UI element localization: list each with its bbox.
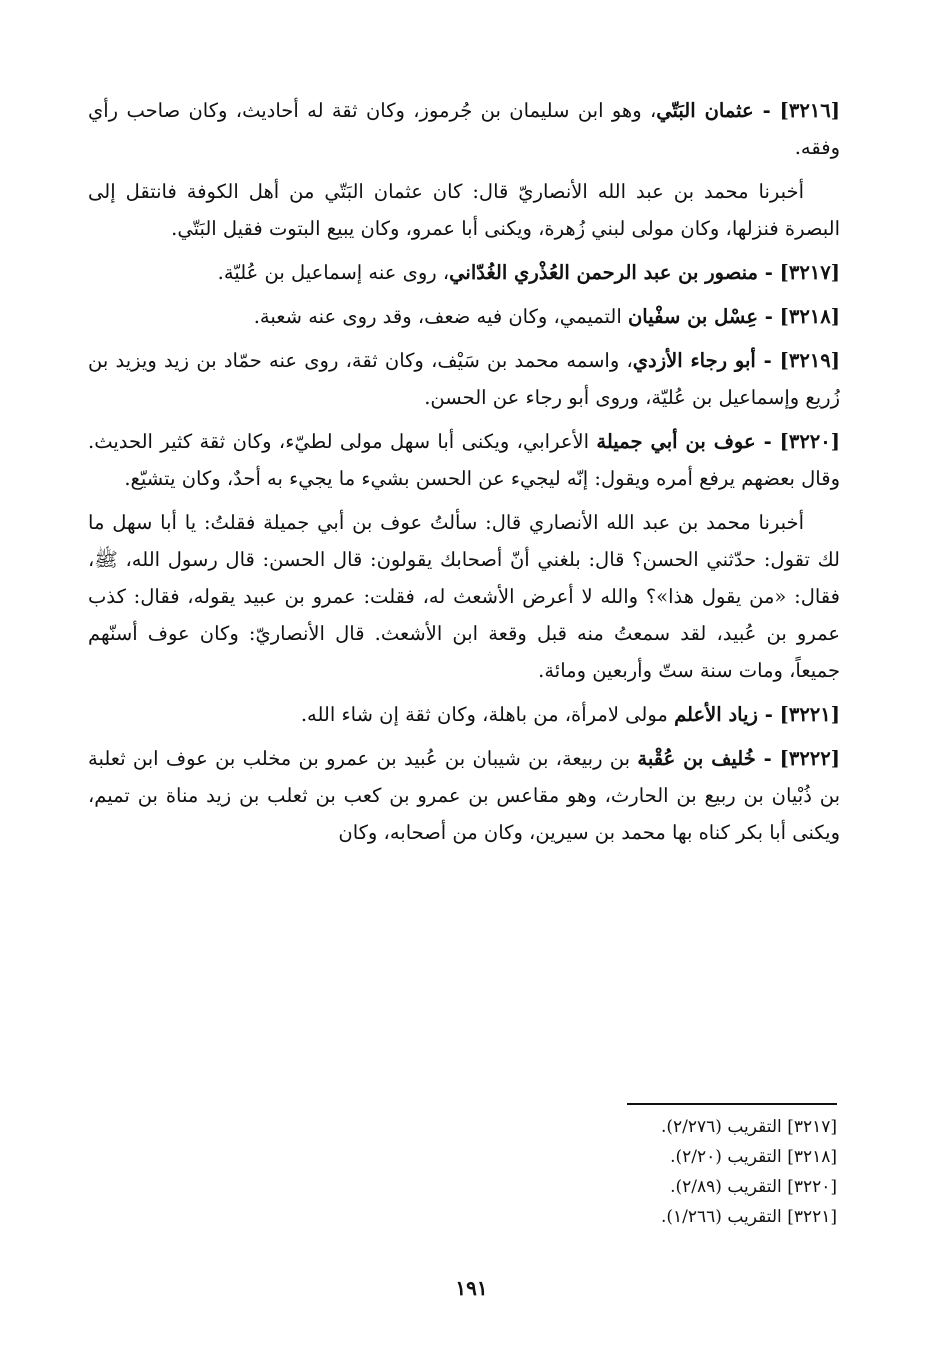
entry-number: [٣٢٢٠] (779, 430, 840, 453)
narration-paragraph: أخبرنا محمد بن عبد الله الأنصاري قال: سألتُ عوف بن أبي جميلة فقلتُ: يا أبا سهل ما لك تقول: حدّثني الحسن؟ قال: بلغني أنّ أصحابك يقولون: قال الحسن: قال رسول الله، ﷺ، فقال: «من يقول هذا»؟ والله لا أعرض الأشعث له، فقلت: عمرو بن عبيد يقوله، فقال: كذب عمرو بن عُبيد، لقد سمعتُ منه قبل وقعة ابن الأشعث. قال الأنصاريّ: وكان عوف أسنّهم جميعاً، ومات سنة ستّ وأربعين ومائة. (88, 511, 840, 682)
footnote-number: [٣٢١٧] (787, 1117, 837, 1137)
footnote-divider (627, 1103, 837, 1105)
entry-number: [٣٢٢١] (779, 703, 840, 726)
main-text (88, 92, 840, 858)
biography-entry-3217 (88, 254, 840, 291)
biography-entry-3220 (88, 423, 840, 497)
entry-heading: - خُليف بن عُقْبة (637, 747, 780, 770)
footnote-text: التقريب (٢/٢٠). (670, 1147, 788, 1167)
entry-body: الأعرابي، ويكنى أبا سهل مولى لطيّء، وكان ثقة كثير الحديث. وقال بعضهم يرفع أمره ويقول: إنّه ليجيء عن الحسن بشيء ما يجيء به أحدٌ، وكان يتشيّع. (88, 430, 840, 490)
entry-body: ، وهو ابن سليمان بن جُرموز، وكان ثقة له أحاديث، وكان صاحب رأي وفقه. (88, 99, 840, 159)
entry-number: [٣٢١٦] (779, 99, 840, 122)
footnote-number: [٣٢٢٠] (787, 1177, 837, 1197)
biography-entry-3221 (88, 696, 840, 733)
footnotes (560, 1112, 837, 1232)
page-number: ١٩١ (455, 1276, 488, 1300)
footnote (560, 1112, 837, 1142)
entry-body: ، واسمه محمد بن سَيْف، وكان ثقة، روى عنه حمّاد بن زيد ويزيد بن زُريع وإسماعيل بن عُليّة، وروى أبو رجاء عن الحسن. (88, 349, 840, 409)
entry-heading: - عوف بن أبي جميلة (596, 430, 780, 453)
entry-heading: - منصور بن عبد الرحمن العُذْري الغُدّاني (449, 261, 780, 284)
entry-heading: - زياد الأعلم (674, 703, 780, 726)
footnote-number: [٣٢٢١] (787, 1207, 837, 1227)
footnote-text: التقريب (١/٢٦٦). (660, 1207, 788, 1227)
biography-entry-3216 (88, 92, 840, 166)
biography-entry-3218 (88, 298, 840, 335)
footnote-number: [٣٢١٨] (787, 1147, 837, 1167)
footnote (560, 1202, 837, 1232)
entry-heading: - عثمان البَتّي (656, 99, 780, 122)
entry-body: ، روى عنه إسماعيل بن عُليّة. (217, 261, 450, 284)
entry-number: [٣٢٢٢] (779, 747, 840, 770)
entry-heading: - أبو رجاء الأزدي (632, 349, 780, 372)
footnote (560, 1172, 837, 1202)
entry-number: [٣٢١٨] (779, 305, 840, 328)
entry-number: [٣٢١٧] (779, 261, 840, 284)
narration-paragraph: أخبرنا محمد بن عبد الله الأنصاريّ قال: كان عثمان البَتّي من أهل الكوفة فانتقل إلى البصرة فنزلها، وكان مولى لبني زُهرة، ويكنى أبا عمرو، وكان يبيع البتوت فقيل البَتّي. (88, 180, 840, 240)
footnote-text: التقريب (٢/٨٩). (670, 1177, 788, 1197)
entry-number: [٣٢١٩] (779, 349, 840, 372)
entry-body: مولى لامرأة، من باهلة، وكان ثقة إن شاء الله. (300, 703, 675, 726)
footnote (560, 1142, 837, 1172)
biography-entry-3219 (88, 342, 840, 416)
entry-body: التميمي، وكان فيه ضعف، وقد روى عنه شعبة. (253, 305, 628, 328)
entry-heading: - عِسْل بن سفْيان (627, 305, 780, 328)
footnote-text: التقريب (٢/٢٧٦). (660, 1117, 788, 1137)
biography-entry-3222 (88, 740, 840, 851)
entry-body: بن ربيعة، بن شيبان بن عُبيد بن عمرو بن مخلب بن عوف ابن ثعلبة بن ذُبْيان بن ربيع بن الحارث، وهو مقاعس بن عمرو بن كعب بن ثعلب بن زيد مناة بن تميم، ويكنى أبا بكر كناه بها محمد بن سيرين، وكان من أصحابه، وكان (88, 747, 840, 844)
